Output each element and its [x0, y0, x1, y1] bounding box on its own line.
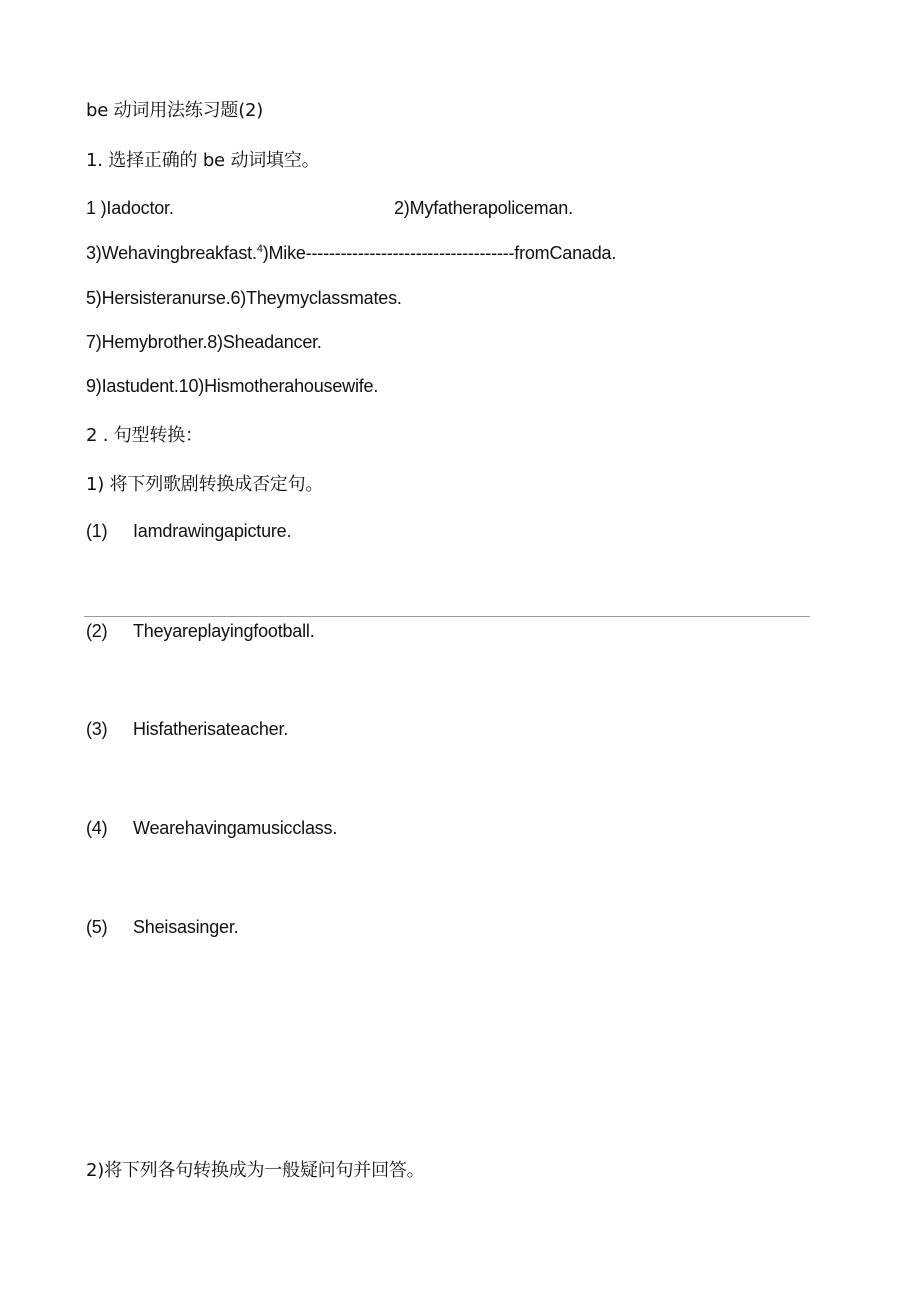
section2-sub1-heading: [86, 472, 323, 497]
section1-heading: [86, 148, 319, 173]
question-2: [86, 619, 486, 643]
question-number: (5): [86, 917, 108, 937]
question-1: [86, 519, 486, 543]
question-5: [86, 915, 486, 939]
question-number: (1): [86, 521, 108, 541]
section2-heading-text: 2 . 句型转换：: [86, 425, 203, 446]
question-text: Iamdrawingapicture.: [133, 521, 292, 541]
question-number: (2): [86, 621, 108, 641]
exercise-row-5: [86, 374, 378, 398]
sub2-heading-text: 2)将下列各句转换成为一般疑问句并回答。: [86, 1160, 425, 1181]
exercise-row-1: [86, 196, 786, 220]
question-number: (4): [86, 818, 108, 838]
sub1-heading-text: 1) 将下列歌剧转换成否定句。: [86, 474, 324, 495]
section2-sub2-heading: [86, 1158, 424, 1183]
exercise-row-3: [86, 286, 402, 310]
question-number: (3): [86, 719, 108, 739]
question-text: Theyareplayingfootball.: [133, 621, 315, 641]
worksheet-title: [86, 98, 263, 123]
answer-line[interactable]: [84, 616, 810, 617]
question-text: Wearehavingamusicclass.: [133, 818, 338, 838]
exercise-row-4: [86, 330, 322, 354]
exercise-item-2: 2)Myfatherapoliceman.: [394, 198, 573, 218]
exercise-items-9-10: 9)Iastudent.10)Hismotherahousewife.: [86, 376, 379, 396]
exercise-item-4: )Mike------------------------------------fromCanada.: [262, 243, 617, 263]
exercise-items-5-6: 5)Hersisteranurse.6)Theymyclassmates.: [86, 288, 402, 308]
section2-heading: [86, 423, 203, 448]
question-4: [86, 816, 486, 840]
exercise-item-1: 1 )Iadoctor.: [86, 198, 174, 218]
exercise-row-2: [86, 241, 616, 265]
question-text: Sheisasinger.: [133, 917, 239, 937]
question-3: [86, 717, 486, 741]
question-text: Hisfatherisateacher.: [133, 719, 289, 739]
section1-heading-text: 1. 选择正确的 be 动词填空。: [86, 150, 320, 171]
exercise-item-4-number: 4: [256, 243, 263, 255]
title-text: be 动词用法练习题(2): [86, 100, 264, 121]
exercise-items-7-8: 7)Hemybrother.8)Sheadancer.: [86, 332, 322, 352]
exercise-item-3: 3)Wehavingbreakfast.: [86, 243, 257, 263]
